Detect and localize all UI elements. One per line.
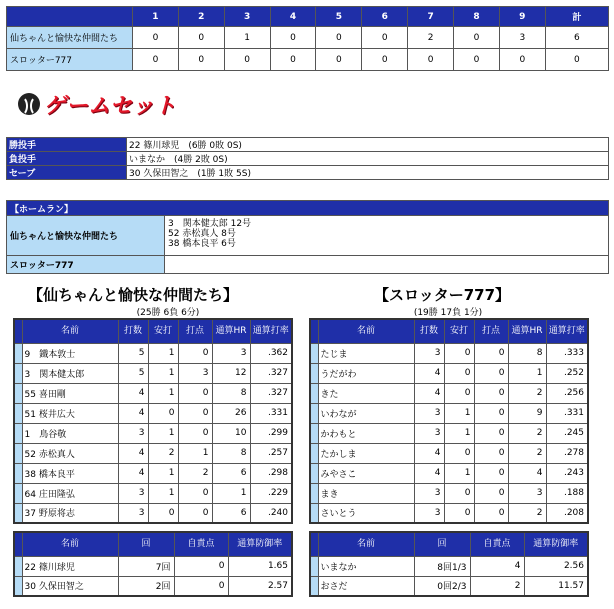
stat-cell: 4 <box>118 403 148 423</box>
stat-cell: .240 <box>250 503 292 523</box>
stat-cell: 2 <box>178 463 212 483</box>
away-team-title: 【スロッター777】 <box>374 286 511 304</box>
batting-row <box>310 443 588 463</box>
result-row <box>7 152 609 166</box>
stat-cell: 0 <box>444 383 474 403</box>
stat-cell: 11.57 <box>524 576 588 596</box>
stat-cell: 1 <box>444 403 474 423</box>
batting-row <box>14 403 292 423</box>
batting-row <box>14 443 292 463</box>
stat-cell: 4 <box>470 556 524 576</box>
inning-header: 1 <box>133 7 179 27</box>
col-header: 打数 <box>414 319 444 343</box>
inning-header: 3 <box>224 7 270 27</box>
stat-cell: .298 <box>250 463 292 483</box>
player-name: かわもと <box>318 423 414 443</box>
inning-score: 3 <box>499 27 545 49</box>
player-name: 1 鳥谷敬 <box>22 423 118 443</box>
stat-cell: 1 <box>444 423 474 443</box>
stat-cell: 0 <box>444 503 474 523</box>
home-team-record: (25勝 6負 6分) <box>136 308 200 318</box>
stat-cell: 8 <box>212 383 250 403</box>
stat-cell: 1 <box>508 363 546 383</box>
stat-cell: 0 <box>148 503 178 523</box>
player-name: 37 野原将志 <box>22 503 118 523</box>
stat-cell: .229 <box>250 483 292 503</box>
home-team-title: 【仙ちゃんと愉快な仲間たち】 <box>28 286 239 304</box>
stat-cell: 2 <box>470 576 524 596</box>
col-header: 安打 <box>444 319 474 343</box>
stat-cell: 2 <box>508 383 546 403</box>
stat-cell: 0 <box>178 423 212 443</box>
col-header: 打点 <box>178 319 212 343</box>
pitching-header-row <box>310 532 588 556</box>
col-header: 打数 <box>118 319 148 343</box>
stat-cell: 1 <box>148 483 178 503</box>
stat-cell: 12 <box>212 363 250 383</box>
col-header: 回 <box>118 532 174 556</box>
stat-cell: 2 <box>508 423 546 443</box>
batting-row <box>310 383 588 403</box>
inning-score: 0 <box>362 27 408 49</box>
player-name: 3 関本健太郎 <box>22 363 118 383</box>
stat-cell: 6 <box>212 503 250 523</box>
batting-row <box>14 503 292 523</box>
stat-cell: 1 <box>444 463 474 483</box>
batting-row <box>14 463 292 483</box>
col-header: 自責点 <box>470 532 524 556</box>
total-header: 計 <box>545 7 608 27</box>
result-value: 30 久保田智之 (1勝 1敗 5S) <box>127 166 609 180</box>
player-name: 52 赤松真人 <box>22 443 118 463</box>
stat-cell: 9 <box>508 403 546 423</box>
inning-score: 0 <box>133 49 179 71</box>
batting-row <box>310 363 588 383</box>
homerun-entry: 3 関本健太郎 12号 <box>168 219 252 229</box>
line-score-header <box>7 7 609 27</box>
stat-cell: 0 <box>178 483 212 503</box>
player-name: 55 喜田剛 <box>22 383 118 403</box>
stat-cell: .327 <box>250 383 292 403</box>
col-header: 通算打率 <box>250 319 292 343</box>
player-name: みやさこ <box>318 463 414 483</box>
team-header-cell <box>7 7 133 27</box>
stat-cell: 2 <box>148 443 178 463</box>
inning-score: 0 <box>499 49 545 71</box>
stat-cell: 8 <box>212 443 250 463</box>
inning-header: 2 <box>178 7 224 27</box>
stat-cell: 1 <box>148 383 178 403</box>
stat-cell: 3 <box>414 343 444 363</box>
stat-cell: 0 <box>474 463 508 483</box>
inning-score: 0 <box>178 49 224 71</box>
stat-cell: 0 <box>174 556 228 576</box>
total-score: 0 <box>545 49 608 71</box>
stat-cell: 0 <box>148 403 178 423</box>
inning-score: 0 <box>408 49 454 71</box>
inning-score: 0 <box>224 49 270 71</box>
stat-cell: 3 <box>508 483 546 503</box>
stat-cell: 1 <box>148 343 178 363</box>
col-header: 自責点 <box>174 532 228 556</box>
stat-cell: .243 <box>546 463 588 483</box>
stat-cell: 1 <box>178 443 212 463</box>
batting-row <box>14 483 292 503</box>
stat-cell: 4 <box>414 383 444 403</box>
stat-cell: 0 <box>444 363 474 383</box>
stat-cell: .278 <box>546 443 588 463</box>
stat-cell: .208 <box>546 503 588 523</box>
stat-cell: 0 <box>474 483 508 503</box>
homerun-team: 仙ちゃんと愉快な仲間たち <box>7 216 165 256</box>
batting-row <box>310 463 588 483</box>
player-name: 38 橋本良平 <box>22 463 118 483</box>
stat-cell: 3 <box>212 343 250 363</box>
inning-score: 0 <box>270 27 316 49</box>
stat-cell: 2 <box>508 503 546 523</box>
stat-cell: 3 <box>414 403 444 423</box>
inning-header: 4 <box>270 7 316 27</box>
player-name: きた <box>318 383 414 403</box>
result-value: いまなか (4勝 2敗 0S) <box>127 152 609 166</box>
stat-cell: 1 <box>212 483 250 503</box>
stat-cell: 1 <box>148 463 178 483</box>
stat-cell: .331 <box>546 403 588 423</box>
stat-cell: 0回2/3 <box>414 576 470 596</box>
batting-row <box>14 343 292 363</box>
result-label: 負投手 <box>7 152 127 166</box>
stat-cell: .299 <box>250 423 292 443</box>
stat-cell: 1 <box>148 363 178 383</box>
stat-cell: 0 <box>178 503 212 523</box>
result-label: セーブ <box>7 166 127 180</box>
batting-row <box>310 503 588 523</box>
player-name: たじま <box>318 343 414 363</box>
homerun-list <box>165 216 609 256</box>
inning-header: 7 <box>408 7 454 27</box>
col-header: 名前 <box>318 532 414 556</box>
player-name: 22 篠川球児 <box>22 556 118 576</box>
team-name: 仙ちゃんと愉快な仲間たち <box>7 27 133 49</box>
col-header: 通算打率 <box>546 319 588 343</box>
player-name: 64 庄田隆弘 <box>22 483 118 503</box>
player-name: まき <box>318 483 414 503</box>
inning-header: 8 <box>454 7 500 27</box>
batting-row <box>14 383 292 403</box>
stat-cell: 0 <box>178 383 212 403</box>
inning-score: 0 <box>454 49 500 71</box>
result-row <box>7 138 609 152</box>
result-row <box>7 166 609 180</box>
stat-cell: 3 <box>118 483 148 503</box>
home-pitching-table <box>13 531 293 597</box>
game-set-banner <box>18 88 176 120</box>
stat-cell: 0 <box>474 363 508 383</box>
stat-cell: 4 <box>118 383 148 403</box>
away-team-record: (19勝 17負 1分) <box>413 308 483 318</box>
col-header: 通算防御率 <box>228 532 292 556</box>
player-name: 9 鐵本敦士 <box>22 343 118 363</box>
stat-cell: 0 <box>474 423 508 443</box>
result-label: 勝投手 <box>7 138 127 152</box>
inning-score: 2 <box>408 27 454 49</box>
homerun-table <box>6 200 609 274</box>
stat-cell: 7回 <box>118 556 174 576</box>
col-header: 通算防御率 <box>524 532 588 556</box>
col-header: 安打 <box>148 319 178 343</box>
inning-score: 0 <box>133 27 179 49</box>
stat-cell: 0 <box>474 383 508 403</box>
stat-cell: 4 <box>118 463 148 483</box>
col-header: 名前 <box>318 319 414 343</box>
stat-cell: 5 <box>118 363 148 383</box>
home-batting-table <box>13 318 293 524</box>
homerun-title: 【ホームラン】 <box>7 201 609 216</box>
stat-cell: .331 <box>250 403 292 423</box>
inning-score: 0 <box>270 49 316 71</box>
stat-cell: 3 <box>414 423 444 443</box>
batting-header-row <box>310 319 588 343</box>
stat-cell: .327 <box>250 363 292 383</box>
inning-header: 5 <box>316 7 362 27</box>
stat-cell: 0 <box>444 443 474 463</box>
inning-score: 0 <box>178 27 224 49</box>
total-score: 6 <box>545 27 608 49</box>
pitching-row <box>14 556 292 576</box>
inning-score: 0 <box>362 49 408 71</box>
batting-row <box>310 483 588 503</box>
stat-cell: 4 <box>414 363 444 383</box>
stat-cell: 3 <box>118 423 148 443</box>
stat-cell: 2回 <box>118 576 174 596</box>
stat-cell: 2.56 <box>524 556 588 576</box>
stat-cell: .245 <box>546 423 588 443</box>
stat-cell: 4 <box>118 443 148 463</box>
homerun-row <box>7 216 609 256</box>
inning-score: 0 <box>454 27 500 49</box>
homerun-team: スロッター777 <box>7 256 165 274</box>
player-name: さいとう <box>318 503 414 523</box>
col-header: 通算HR <box>508 319 546 343</box>
batting-header-row <box>14 319 292 343</box>
pitching-row <box>310 576 588 596</box>
stat-cell: 5 <box>118 343 148 363</box>
stat-cell: 8回1/3 <box>414 556 470 576</box>
stat-cell: 0 <box>474 343 508 363</box>
stat-cell: .188 <box>546 483 588 503</box>
stat-cell: 3 <box>414 503 444 523</box>
stat-cell: 3 <box>414 483 444 503</box>
player-name: おさだ <box>318 576 414 596</box>
line-score-table <box>6 6 609 71</box>
stat-cell: .257 <box>250 443 292 463</box>
pitching-row <box>310 556 588 576</box>
player-name: いわなが <box>318 403 414 423</box>
stat-cell: 0 <box>444 343 474 363</box>
stat-cell: .362 <box>250 343 292 363</box>
inning-header: 6 <box>362 7 408 27</box>
stat-cell: 8 <box>508 343 546 363</box>
stat-cell: 3 <box>118 503 148 523</box>
col-header: 名前 <box>22 319 118 343</box>
player-name: 51 桜井広大 <box>22 403 118 423</box>
stat-cell: 4 <box>414 443 444 463</box>
result-value: 22 篠川球児 (6勝 0敗 0S) <box>127 138 609 152</box>
batting-row <box>14 363 292 383</box>
team-name: スロッター777 <box>7 49 133 71</box>
player-name: いまなか <box>318 556 414 576</box>
inning-score: 0 <box>316 49 362 71</box>
player-name: 30 久保田智之 <box>22 576 118 596</box>
col-header: 打点 <box>474 319 508 343</box>
homerun-list <box>165 256 609 274</box>
stat-cell: 4 <box>414 463 444 483</box>
stat-cell: 6 <box>212 463 250 483</box>
inning-score: 1 <box>224 27 270 49</box>
stat-cell: 0 <box>178 343 212 363</box>
stat-cell: .252 <box>546 363 588 383</box>
inning-header: 9 <box>499 7 545 27</box>
stat-cell: 0 <box>474 443 508 463</box>
stat-cell: 0 <box>178 403 212 423</box>
col-header: 通算HR <box>212 319 250 343</box>
stat-cell: 2 <box>508 443 546 463</box>
away-batting-table <box>309 318 589 524</box>
stat-cell: .333 <box>546 343 588 363</box>
col-header: 回 <box>414 532 470 556</box>
homerun-entry: 52 赤松真人 8号 <box>168 229 236 239</box>
pitcher-results-table <box>6 137 609 180</box>
stat-cell: 3 <box>178 363 212 383</box>
stat-cell: 0 <box>474 503 508 523</box>
homerun-entry: 38 橋本良平 6号 <box>168 239 236 249</box>
homerun-title-row <box>7 201 609 216</box>
stat-cell: 0 <box>174 576 228 596</box>
batting-row <box>310 403 588 423</box>
stat-cell: 1 <box>148 423 178 443</box>
homerun-row <box>7 256 609 274</box>
game-set-text: ゲームセット <box>44 93 177 119</box>
stat-cell: .256 <box>546 383 588 403</box>
stat-cell: 26 <box>212 403 250 423</box>
batting-row <box>14 423 292 443</box>
pitching-row <box>14 576 292 596</box>
batting-row <box>310 343 588 363</box>
stat-cell: 4 <box>508 463 546 483</box>
player-name: うだがわ <box>318 363 414 383</box>
stat-cell: 1.65 <box>228 556 292 576</box>
inning-score: 0 <box>316 27 362 49</box>
pitching-header-row <box>14 532 292 556</box>
baseball-icon <box>18 93 40 115</box>
line-score-row-home <box>7 27 609 49</box>
away-pitching-table <box>309 531 589 597</box>
stat-cell: 10 <box>212 423 250 443</box>
line-score-row-away <box>7 49 609 71</box>
stat-cell: 0 <box>444 483 474 503</box>
player-name: たかしま <box>318 443 414 463</box>
col-header: 名前 <box>22 532 118 556</box>
stat-cell: 2.57 <box>228 576 292 596</box>
batting-row <box>310 423 588 443</box>
stat-cell: 0 <box>474 403 508 423</box>
